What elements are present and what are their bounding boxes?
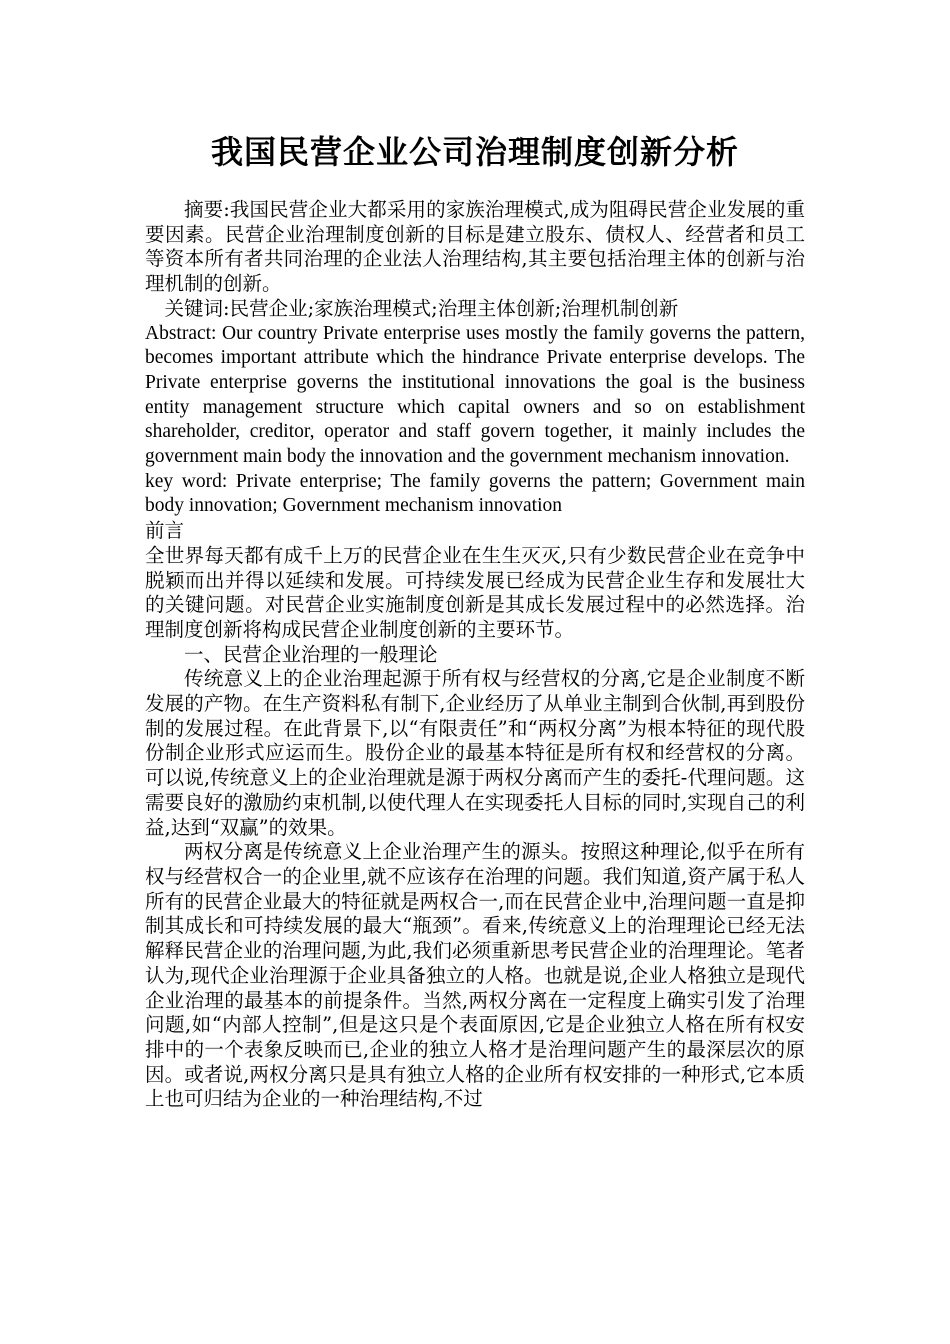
preface-heading: 前言 — [145, 519, 185, 543]
abstract-chinese: 摘要:我国民营企业大都采用的家族治理模式,成为阻碍民营企业发展的重要因素。民营企业治理制度创新的目标是建立股东、债权人、经营者和员工等资本所有者共同治理的企业法人治理结构,其主要包括治理主体的创新与治理机制的创新。 — [145, 198, 805, 296]
section-1-paragraph-1: 传统意义上的企业治理起源于所有权与经营权的分离,它是企业制度不断发展的产物。在生产资料私有制下,企业经历了从单业主制到合伙制,再到股份制的发展过程。在此背景下,以“有限责任”和“两权分离”为根本特征的现代股份制企业形式应运而生。股份企业的最基本特征是所有权和经营权的分离。可以说,传统意义上的企业治理就是源于两权分离而产生的委托-代理问题。这需要良好的激励约束机制,以使代理人在实现委托人目标的同时,实现自己的利益,达到“双赢”的效果。 — [145, 667, 805, 839]
keywords-english: key word: Private enterprise; The family governs the pattern; Government main body innovation; Government mechanism innovation — [145, 470, 805, 517]
keywords-chinese: 关键词:民营企业;家族治理模式;治理主体创新;治理机制创新 — [164, 296, 679, 320]
section-1-paragraph-2: 两权分离是传统意义上企业治理产生的源头。按照这种理论,似乎在所有权与经营权合一的企业里,就不应该存在治理的问题。我们知道,资产属于私人所有的民营企业最大的特征就是两权合一,而在民营企业中,治理问题一直是抑制其成长和可持续发展的最大“瓶颈”。看来,传统意义上的治理理论已经无法解释民营企业的治理问题,为此,我们必须重新思考民营企业的治理理论。笔者认为,现代企业治理源于企业具备独立的人格。也就是说,企业人格独立是现代企业治理的最基本的前提条件。当然,两权分离在一定程度上确实引发了治理问题,如“内部人控制”,但是这只是个表面原因,它是企业独立人格在所有权安排中的一个表象反映而已,企业的独立人格才是治理问题产生的最深层次的原因。或者说,两权分离只是具有独立人格的企业所有权安排的一种形式,它本质上也可归结为企业的一种治理结构,不过 — [145, 840, 805, 1111]
abstract-english: Abstract: Our country Private enterprise uses mostly the family governs the pattern, becomes important attribute which the hindrance Private enterprise develops. The Private enterprise governs the institutional innovations the goal is the business entity management structure which capital owners and so on establishment shareholder, creditor, operator and staff govern together, it mainly includes the government main body the innovation and the government mechanism innovation. — [145, 322, 805, 468]
preface-paragraph: 全世界每天都有成千上万的民营企业在生生灭灭,只有少数民营企业在竞争中脱颖而出并得以延续和发展。可持续发展已经成为民营企业生存和发展壮大的关键问题。对民营企业实施制度创新是其成长发展过程中的必然选择。治理制度创新将构成民营企业制度创新的主要环节。 — [145, 543, 805, 641]
document-title: 我国民营企业公司治理制度创新分析 — [210, 133, 739, 171]
document-body — [145, 198, 805, 1112]
section-heading-1: 一、民营企业治理的一般理论 — [184, 642, 438, 666]
document-page — [145, 0, 805, 1112]
